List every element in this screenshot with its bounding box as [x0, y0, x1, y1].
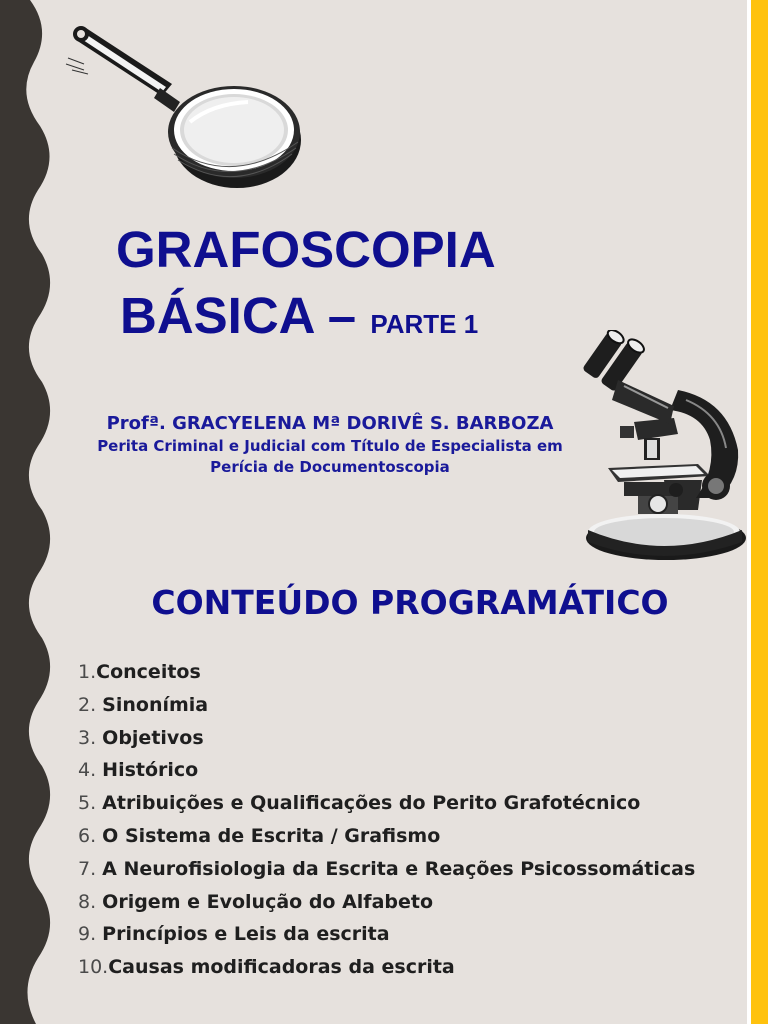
list-item-text: O Sistema de Escrita / Grafismo: [102, 824, 441, 847]
list-item-number: 9.: [78, 923, 103, 946]
list-item: [78, 890, 738, 915]
title-line-1: GRAFOSCOPIA: [116, 221, 496, 278]
list-item: [78, 955, 738, 980]
list-item-number: 8.: [78, 890, 103, 913]
list-item-text: Origem e Evolução do Alfabeto: [102, 890, 434, 913]
list-item: [78, 726, 738, 751]
list-item-number: 3.: [78, 726, 103, 749]
wavy-left-border: [0, 0, 62, 1024]
list-item-text: Objetivos: [102, 726, 204, 749]
list-item-number: 7.: [78, 857, 103, 880]
list-item: [78, 758, 738, 783]
contents-list: [78, 660, 738, 988]
section-heading: CONTEÚDO PROGRAMÁTICO: [151, 583, 669, 622]
list-item-number: 2.: [78, 693, 103, 716]
list-item: [78, 922, 738, 947]
list-item-number: 6.: [78, 824, 103, 847]
list-item-text: Princípios e Leis da escrita: [102, 923, 390, 946]
list-item-number: 4.: [78, 759, 103, 782]
author-description-line-1: Perita Criminal e Judicial com Título de Especialista em: [97, 437, 563, 455]
list-item-number: 1.: [78, 661, 97, 683]
list-item: [78, 693, 738, 718]
list-item-number: 10.: [78, 956, 109, 979]
list-item-text: Histórico: [102, 759, 199, 782]
list-item: [78, 791, 738, 816]
title-line-2: [120, 286, 478, 354]
list-item-text: Atribuições e Qualificações do Perito Grafotécnico: [102, 792, 641, 815]
list-item-text: A Neurofisiologia da Escrita e Reações Psicossomáticas: [102, 857, 696, 880]
title-part: PARTE 1: [370, 309, 479, 339]
list-item-number: 5.: [78, 792, 103, 815]
right-accent-stripe: [751, 0, 768, 1024]
title-main: BÁSICA –: [120, 287, 371, 344]
author-description: [40, 436, 620, 478]
magnifying-glass-icon: [62, 18, 307, 193]
author-description-line-2: Perícia de Documentoscopia: [210, 458, 450, 476]
list-item: [78, 660, 738, 685]
list-item: [78, 857, 738, 882]
list-item: [78, 824, 738, 849]
list-item-text: Causas modificadoras da escrita: [108, 956, 455, 979]
list-item-text: Conceitos: [96, 661, 201, 683]
list-item-text: Sinonímia: [102, 693, 209, 716]
author-name: Profª. GRACYELENA Mª DORIVÊ S. BARBOZA: [106, 413, 554, 434]
